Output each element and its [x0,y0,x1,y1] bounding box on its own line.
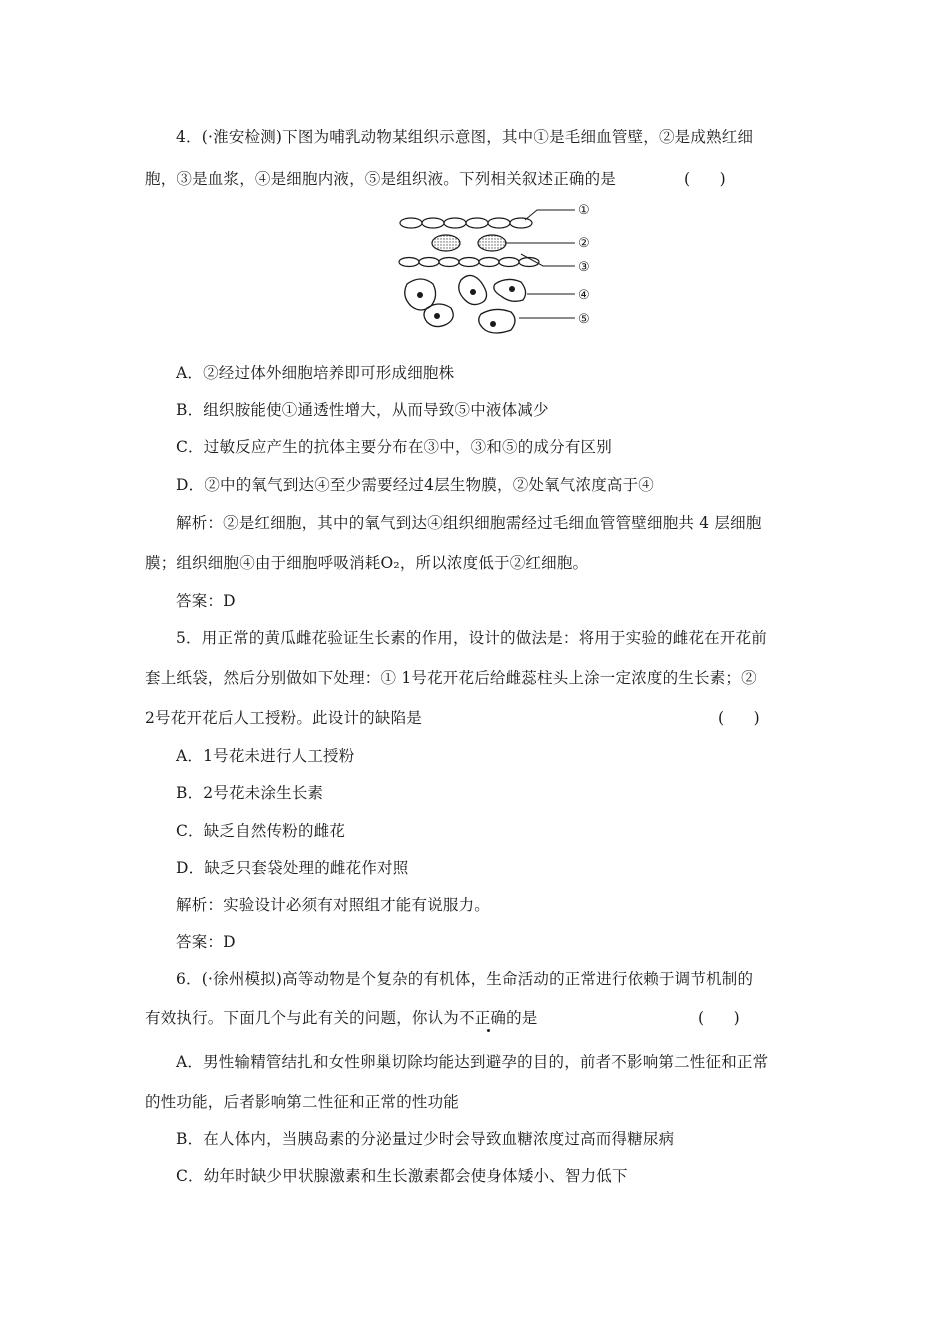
cell-nucleus [434,313,440,319]
red-blood-cell [478,235,506,251]
q6-stem-line2: 有效执行。下面几个与此有关的问题，你认为不正确的是 [145,1009,538,1027]
q6-answer-paren: ( ) [698,1009,740,1027]
capillary-cell [499,258,519,267]
q4-option-d: D．②中的氧气到达④至少需要经过4层生物膜，②处氧气浓度高于④ [176,476,654,494]
q4-option-b: B．组织胺能使①通透性增大，从而导致⑤中液体减少 [176,401,549,419]
q6-option-a-line2: 的性功能，后者影响第二性征和正常的性功能 [145,1093,460,1111]
q5-stem-line2: 套上纸袋，然后分别做如下处理：① 1号花开花后给雌蕊柱头上涂一定浓度的生长素；② [145,669,757,687]
cell-nucleus [417,292,423,298]
q4-option-c: C．过敏反应产生的抗体主要分布在③中，③和⑤的成分有区别 [176,438,612,456]
q6-option-c: C．幼年时缺少甲状腺激素和生长激素都会使身体矮小、智力低下 [176,1167,628,1185]
q6-stem-line1: 6．(·徐州模拟)高等动物是个复杂的有机体，生命活动的正常进行依赖于调节机制的 [176,970,754,988]
q6-option-a-line1: A．男性输精管结扎和女性卵巢切除均能达到避孕的目的，前者不影响第二性征和正常 [176,1053,769,1071]
label-4: ④ [578,288,590,303]
label-3: ③ [578,260,590,275]
q5-option-d: D．缺乏只套袋处理的雌花作对照 [176,859,409,877]
cell-nucleus [490,321,496,327]
q4-stem-line2: 胞，③是血浆，④是细胞内液，⑤是组织液。下列相关叙述正确的是 [145,170,617,188]
q5-option-c: C．缺乏自然传粉的雌花 [176,822,346,840]
label-1: ① [578,203,590,218]
capillary-cell [439,258,459,267]
q6-option-b: B．在人体内，当胰岛素的分泌量过少时会导致血糖浓度过高而得糖尿病 [176,1130,675,1148]
q5-stem-line1: 5．用正常的黄瓜雌花验证生长素的作用，设计的做法是：将用于实验的雌花在开花前 [176,629,767,647]
q4-analysis-line1: 解析：②是红细胞，其中的氧气到达④组织细胞需经过毛细血管管壁细胞共 4 层细胞 [176,514,762,532]
q4-answer: 答案：D [176,592,236,610]
red-blood-cell [432,235,460,251]
capillary-cell [488,218,510,228]
label-2: ② [578,236,590,251]
emphasis-dot [487,1029,490,1032]
q5-stem-line3: 2号花开花后人工授粉。此设计的缺陷是 [145,709,422,727]
q5-option-b: B．2号花未涂生长素 [176,784,324,802]
leader-line [525,210,575,220]
tissue-diagram [395,196,595,336]
capillary-cell [399,258,419,267]
q4-stem-line1: 4．(·淮安检测)下图为哺乳动物某组织示意图，其中①是毛细血管壁，②是成熟红细 [176,128,754,146]
label-5: ⑤ [578,312,590,327]
cell-nucleus [470,289,476,295]
q4-answer-paren: ( ) [684,170,726,188]
leader-line [521,254,575,266]
capillary-cell [400,218,422,228]
q5-answer-paren: ( ) [718,709,760,727]
tissue-cell [479,309,515,333]
cell-nucleus [509,286,515,292]
capillary-cell [479,258,499,267]
q4-analysis-line2: 膜；组织细胞④由于细胞呼吸消耗O₂，所以浓度低于②红细胞。 [145,554,589,572]
q5-option-a: A．1号花未进行人工授粉 [176,747,355,765]
capillary-cell [466,218,488,228]
capillary-cell [510,218,532,228]
q4-option-a: A．②经过体外细胞培养即可形成细胞株 [176,364,455,382]
capillary-cell [459,258,479,267]
capillary-cell [444,218,466,228]
capillary-cell [419,258,439,267]
q5-analysis: 解析：实验设计必须有对照组才能有说服力。 [176,896,491,914]
q5-answer: 答案：D [176,933,236,951]
capillary-cell [422,218,444,228]
